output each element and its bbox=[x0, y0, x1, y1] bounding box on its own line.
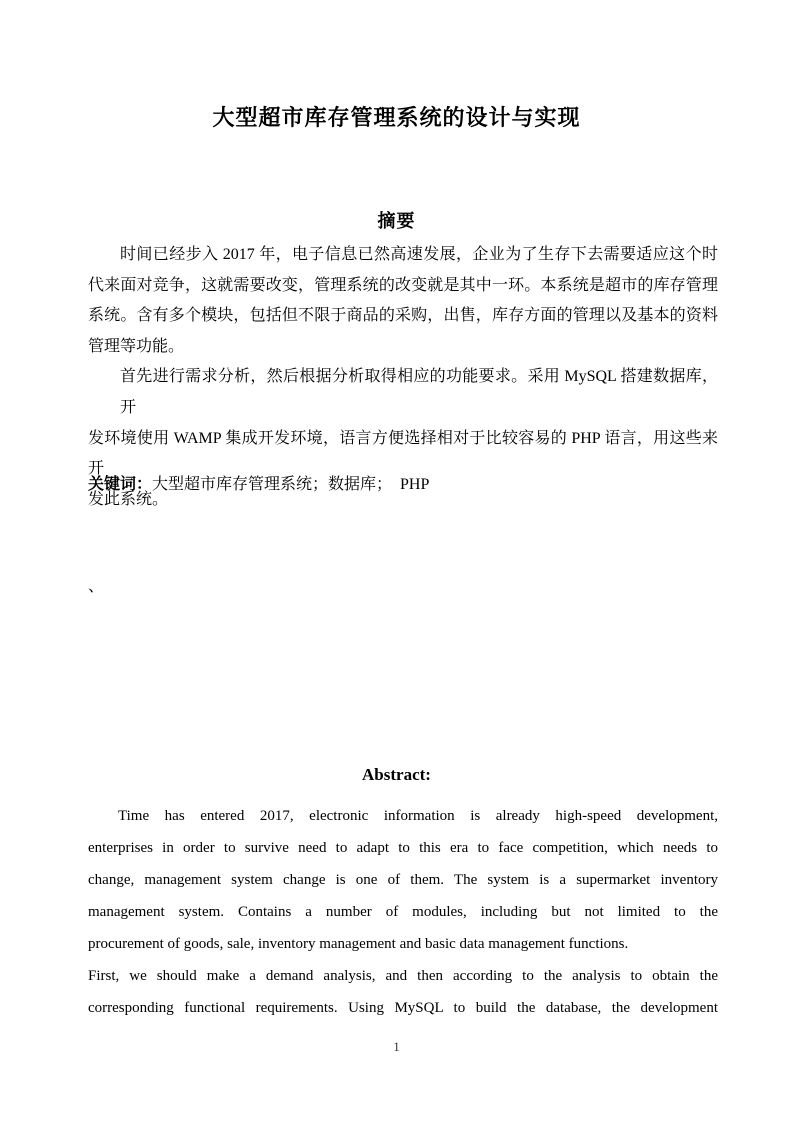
abstract-en-heading: Abstract: bbox=[362, 765, 431, 784]
text-line: enterprises in order to survive need to adapt to this era to face competition, which needs to bbox=[88, 840, 718, 856]
text-line: 代来面对竞争，这就需要改变，管理系统的改变就是其中一环。本系统是超市的库存管理 bbox=[88, 276, 718, 294]
stray-mark: 、 bbox=[88, 578, 105, 595]
text-line: 时间已经步入 2017 年，电子信息已然高速发展，企业为了生存下去需要适应这个时 bbox=[120, 246, 718, 263]
keywords-text: 大型超市库存管理系统；数据库； PHP bbox=[152, 476, 430, 493]
text-line: Time has entered 2017, electronic information is already high-speed development, bbox=[118, 808, 718, 824]
text-line: 发环境使用 WAMP 集成开发环境，语言方便选择相对于比较容易的 PHP 语言，用这些来开 bbox=[88, 429, 718, 478]
keywords-line bbox=[88, 470, 718, 500]
text-line: procurement of goods, sale, inventory management and basic data management functions. bbox=[88, 936, 629, 952]
text-line: corresponding functional requirements. Using MySQL to build the database, the development bbox=[88, 1000, 718, 1016]
text-line: management system. Contains a number of modules, including but not limited to the bbox=[88, 904, 718, 920]
document-title: 大型超市库存管理系统的设计与实现 bbox=[212, 105, 581, 130]
keywords-label: 关键词： bbox=[88, 476, 153, 493]
abstract-en-body bbox=[88, 800, 718, 1024]
text-line: 管理等功能。 bbox=[88, 337, 185, 355]
page-number: 1 bbox=[393, 1039, 400, 1054]
text-line: 系统。含有多个模块，包括但不限于商品的采购，出售，库存方面的管理以及基本的资料 bbox=[88, 307, 718, 325]
text-line: change, management system change is one of them. The system is a supermarket inventory bbox=[88, 872, 718, 888]
text-line: 发此系统。 bbox=[88, 490, 169, 508]
abstract-cn-heading: 摘要 bbox=[377, 211, 416, 231]
text-line: 首先进行需求分析，然后根据分析取得相应的功能要求。采用 MySQL 搭建数据库，开 bbox=[120, 368, 718, 416]
text-line: First, we should make a demand analysis, and then according to the analysis to obtain the bbox=[88, 968, 718, 984]
